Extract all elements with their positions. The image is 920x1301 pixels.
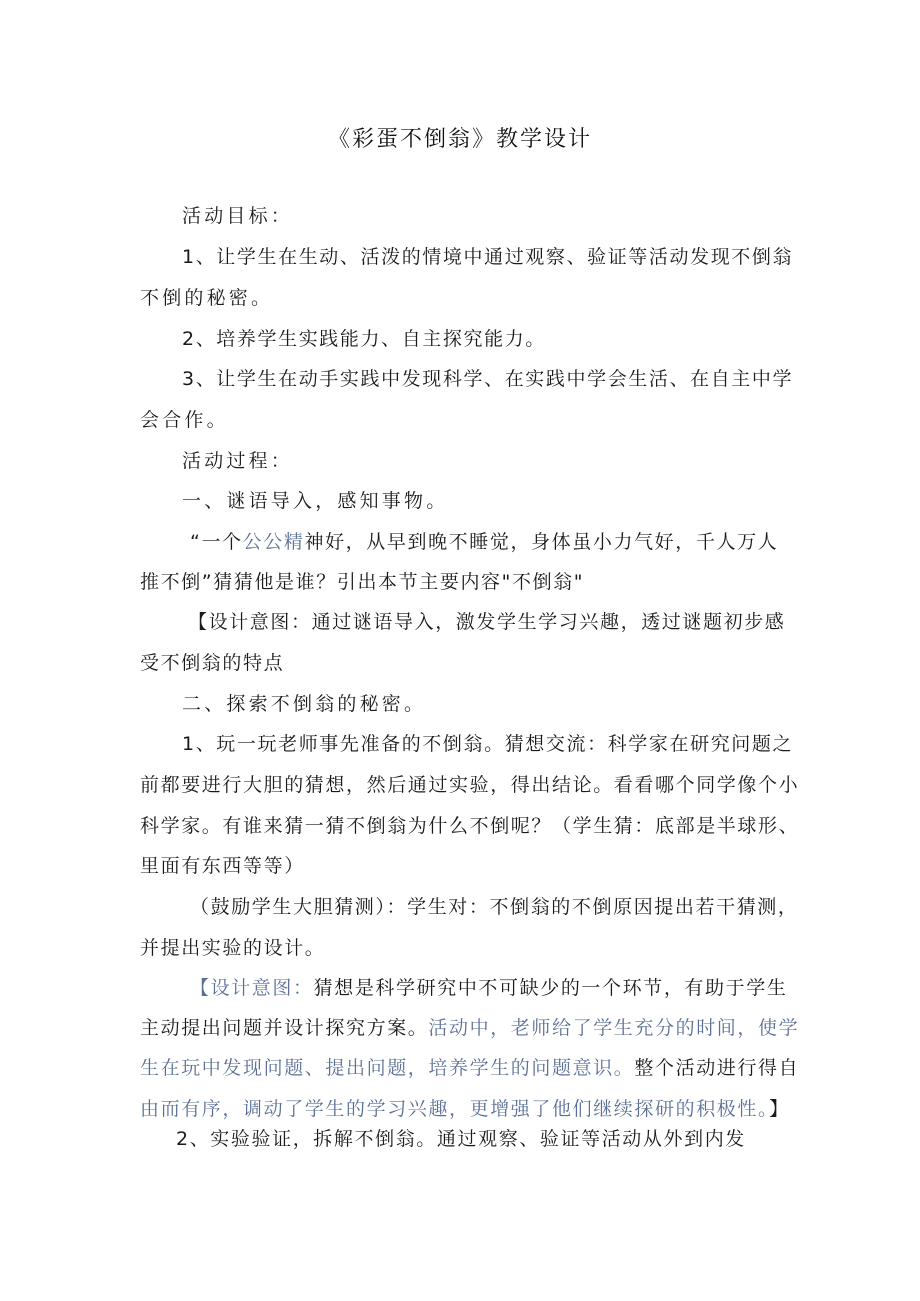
goal-2: 2、培养学生实践能力、自主探究能力。 — [182, 328, 546, 350]
process-heading: 活动过程： — [182, 450, 294, 472]
intent-1-line-1: 【设计意图：通过谜语导入，激发学生学习兴趣，透过谜题初步感 — [188, 611, 786, 633]
encourage-line-2: 并提出实验的设计。 — [140, 937, 326, 959]
intent-2-line-4 — [140, 1094, 790, 1124]
riddle-line-2: 推不倒”猜猜他是谁？引出本节主要内容"不倒翁" — [140, 571, 585, 593]
goal-3-line-2: 会合作。 — [140, 409, 229, 431]
step-1-line-2: 前都要进行大胆的猜想，然后通过实验，得出结论。看看哪个同学像个小 — [140, 774, 800, 796]
intent-2-text-b: 主动提出问题并设计探究方案。 — [140, 1017, 429, 1039]
step-2-line-1: 2、实验验证，拆解不倒翁。通过观察、验证等活动从外到内发 — [176, 1128, 746, 1150]
intent-2-bracket-open: 【 — [190, 977, 211, 999]
step-1-line-3: 科学家。有谁来猜一猜不倒翁为什么不倒呢？（学生猜：底部是半球形、 — [140, 815, 800, 837]
intent-2-text-c: 活动中，老师给了学生充分的时间，使学 — [428, 1017, 800, 1039]
goal-3-line-1: 3、让学生在动手实践中发现科学、在实践中学会生活、在自主中学 — [182, 368, 794, 390]
section-2-heading: 二、探索不倒翁的秘密。 — [182, 693, 427, 715]
intent-2-text-d: 生在玩中发现问题、提出问题，培养学生的问题意识。 — [140, 1057, 635, 1079]
goals-heading: 活动目标： — [182, 205, 294, 227]
encourage-line-1: （鼓励学生大胆猜测）：学生对：不倒翁的不倒原因提出若干猜测， — [190, 896, 799, 918]
riddle-line-1 — [190, 527, 778, 557]
intent-2-bracket-close: 】 — [769, 1098, 790, 1120]
step-1-line-1: 1、玩一玩老师事先准备的不倒翁。猜想交流：科学家在研究问题之 — [182, 733, 794, 755]
goal-1-line-1: 1、让学生在生动、活泼的情境中通过观察、验证等活动发现不倒翁 — [182, 246, 794, 268]
riddle-text-a: “一个 — [190, 531, 243, 553]
step-1-line-4: 里面有东西等等） — [140, 855, 305, 877]
section-1-heading: 一、谜语导入，感知事物。 — [182, 490, 449, 512]
intent-2-line-3 — [140, 1053, 799, 1083]
intent-1-line-2: 受不倒翁的特点 — [140, 652, 285, 674]
intent-2-label: 设计意图： — [210, 977, 314, 999]
riddle-text-highlight: 公公精 — [242, 531, 305, 553]
intent-2-line-2 — [140, 1013, 799, 1043]
document-title: 《彩蛋不倒翁》教学设计 — [327, 127, 592, 152]
intent-2-line-1 — [190, 973, 787, 1003]
intent-2-text-a: 猜想是科学研究中不可缺少的一个环节，有助于学生 — [313, 977, 788, 999]
goal-1-line-2: 不倒的秘密。 — [140, 287, 274, 309]
riddle-text-b: 神好，从早到晚不睡觉，身体虽小力气好，千人万人 — [304, 531, 779, 553]
intent-2-text-f: 由而有序，调动了学生的学习兴趣，更增强了他们继续探研的积极性。 — [140, 1098, 770, 1120]
intent-2-text-e: 整个活动进行得自 — [634, 1057, 800, 1079]
